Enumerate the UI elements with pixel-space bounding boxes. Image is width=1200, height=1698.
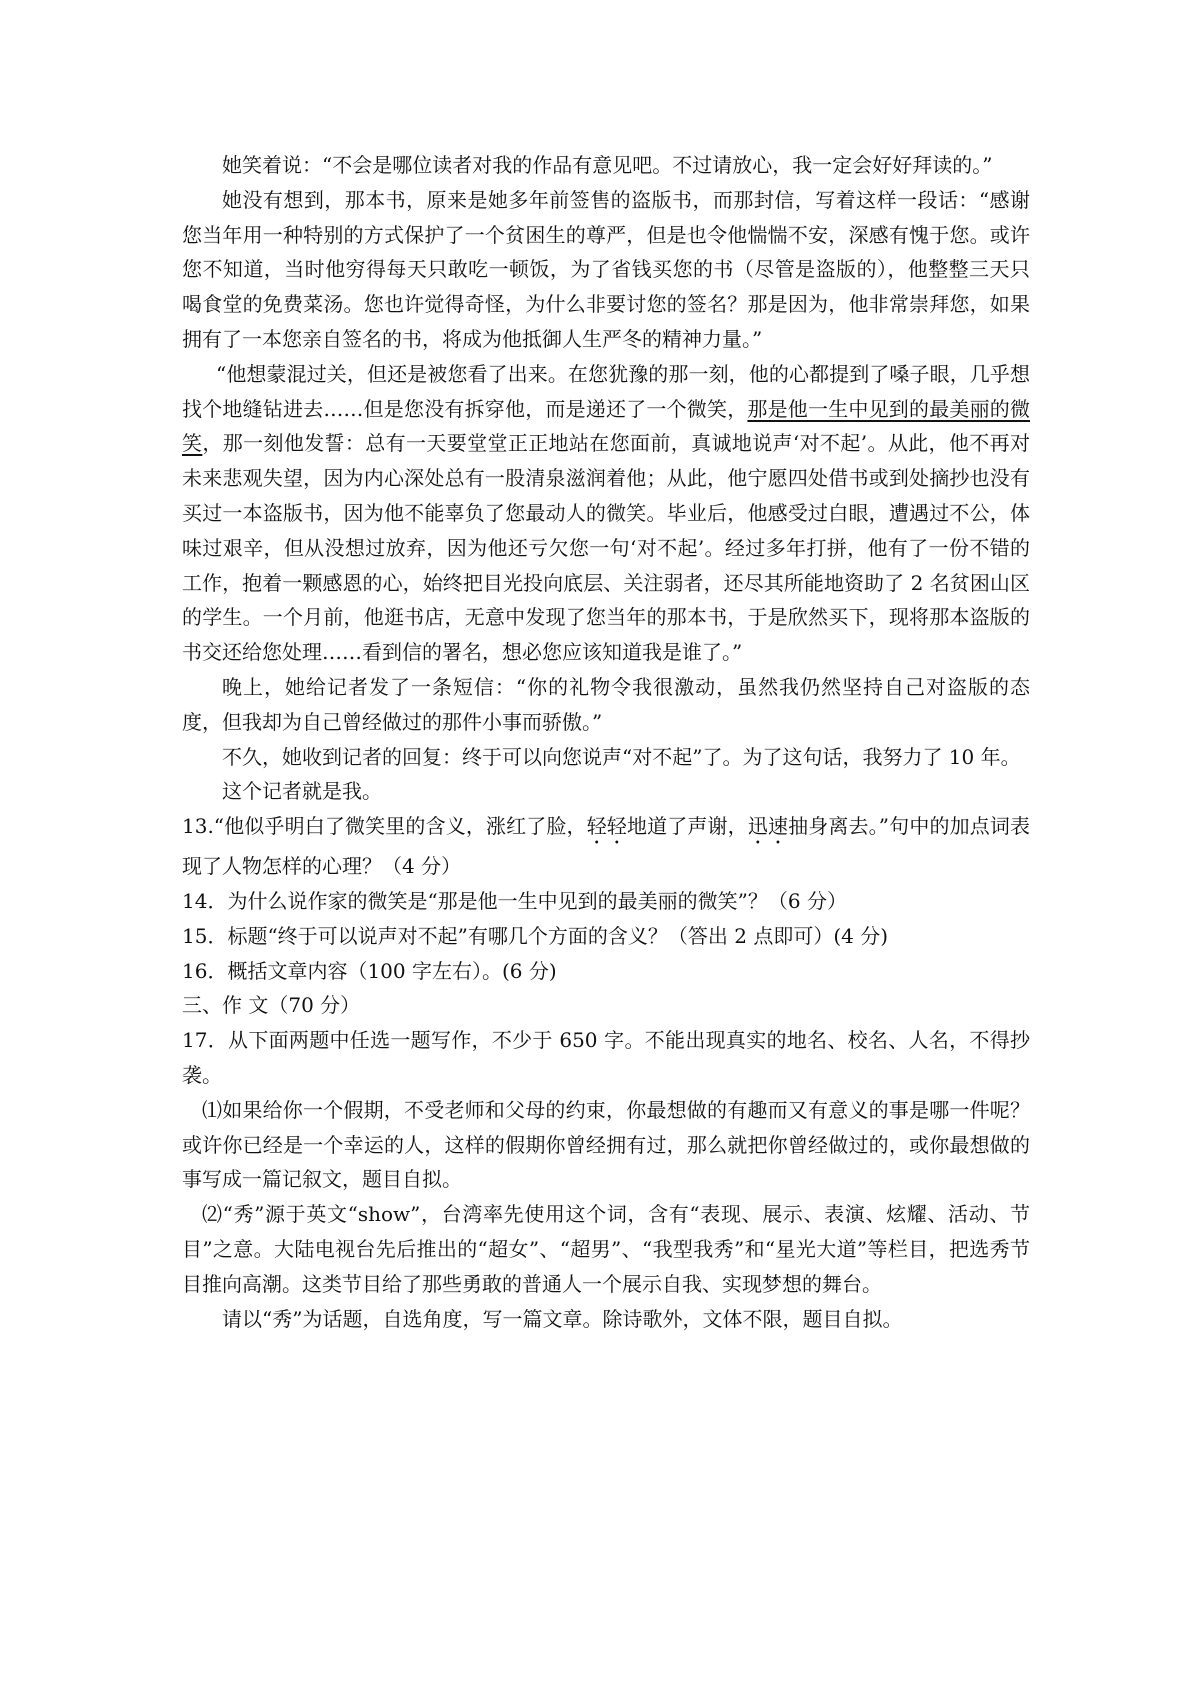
passage-paragraph-2: 她没有想到，那本书，原来是她多年前签售的盗版书，而那封信，写着这样一段话：“感谢您当年用一种特别的方式保护了一个贫困生的尊严，但是也令他惴惴不安，深感有愧于您。或许您不知道，当时他穷得每天只敢吃一顿饭，为了省钱买您的书（尽管是盗版的），他整整三天只喝食堂的免费菜汤。您也许觉得奇怪，为什么非要讨您的签名？那是因为，他非常崇拜您，如果拥有了一本您亲自签名的书，将成为他抵御人生严冬的精神力量。” (182, 187, 1030, 351)
question-13-text-c: 抽身离去。”句中的加点词表现了人物怎样的心理？（4 分） (182, 814, 1031, 879)
composition-option-1: ⑴如果给你一个假期，不受老师和父母的约束，你最想做的有趣而又有意义的事是哪一件呢？或许你已经是一个幸运的人，这样的假期你曾经拥有过，那么就把你曾经做过的，或你最想做的事写成一篇记叙文，题目自拟。 (182, 1097, 1030, 1192)
question-17: 17．从下面两题中任选一题写作，不少于 650 字。不能出现真实的地名、校名、人名，不得抄袭。 (182, 1028, 1030, 1087)
question-16: 16．概括文章内容（100 字左右）。(6 分) (182, 958, 557, 983)
underlined-sentence: 那是他一生中见到的最美丽的微笑 (182, 396, 1031, 456)
question-13-text-a: 13.“他似乎明白了微笑里的含义，涨红了脸， (182, 814, 587, 839)
dotted-word-2: 迅速 (747, 814, 789, 839)
composition-instruction: 请以“秀”为话题，自选角度，写一篇文章。除诗歌外，文体不限，题目自拟。 (222, 1306, 903, 1331)
dotted-word-1: 轻轻 (586, 814, 627, 839)
question-14: 14．为什么说作家的微笑是“那是他一生中见到的最美丽的微笑”？（6 分） (182, 888, 847, 913)
question-15: 15．标题“终于可以说声对不起”有哪几个方面的含义？（答出 2 点即可）(4 分) (182, 923, 889, 948)
passage-paragraph-3 (182, 357, 1030, 670)
question-13 (182, 809, 1030, 884)
question-13-text-b: 地道了声谢， (626, 814, 748, 839)
passage-paragraph-3-start: “他想蒙混过关，但还是被您看了出来。在您犹豫的那一刻，他的心都提到了嗓子眼，几乎想找个地缝钻进去……但是您没有拆穿他，而是递还了一个微笑， (182, 361, 1030, 421)
passage-paragraph-5: 不久，她收到记者的回复：终于可以向您说声“对不起”了。为了这句话，我努力了 10 年。 (222, 744, 1021, 769)
passage-paragraph-6: 这个记者就是我。 (222, 779, 382, 804)
composition-option-2: ⑵“秀”源于英文“show”，台湾率先使用这个词，含有“表现、展示、表演、炫耀、活动、节目”之意。大陆电视台先后推出的“超女”、“超男”、“我型我秀”和“星光大道”等栏目，把选秀节目推向高潮。这类节目给了那些勇敢的普通人一个展示自我、实现梦想的舞台。 (182, 1202, 1030, 1296)
passage-paragraph-3-end: ，那一刻他发誓：总有一天要堂堂正正地站在您面前，真诚地说声‘对不起’。从此，他不再对未来悲观失望，因为内心深处总有一股清泉滋润着他；从此，他宁愿四处借书或到处摘抄也没有买过一本盗版书，因为他不能辜负了您最动人的微笑。毕业后，他感受过白眼，遭遇过不公，体味过艰辛，但从没想过放弃，因为他还亏欠您一句‘对不起’。经过多年打拼，他有了一份不错的工作，抱着一颗感恩的心，始终把目光投向底层、关注弱者，还尽其所能地资助了 2 名贫困山区的学生。一个月前，他逛书店，无意中发现了您当年的那本书，于是欣然买下，现将那本盗版的书交还给您处理……看到信的署名，想必您应该知道我是谁了。” (182, 431, 1031, 665)
composition-heading: 三、作 文（70 分） (182, 993, 361, 1018)
passage-paragraph-4: 晚上，她给记者发了一条短信：“你的礼物令我很激动，虽然我仍然坚持自己对盗版的态度，但我却为自己曾经做过的那件小事而骄傲。” (182, 674, 1030, 734)
passage-paragraph-1: 她笑着说：“不会是哪位读者对我的作品有意见吧。不过请放心，我一定会好好拜读的。” (222, 153, 993, 177)
